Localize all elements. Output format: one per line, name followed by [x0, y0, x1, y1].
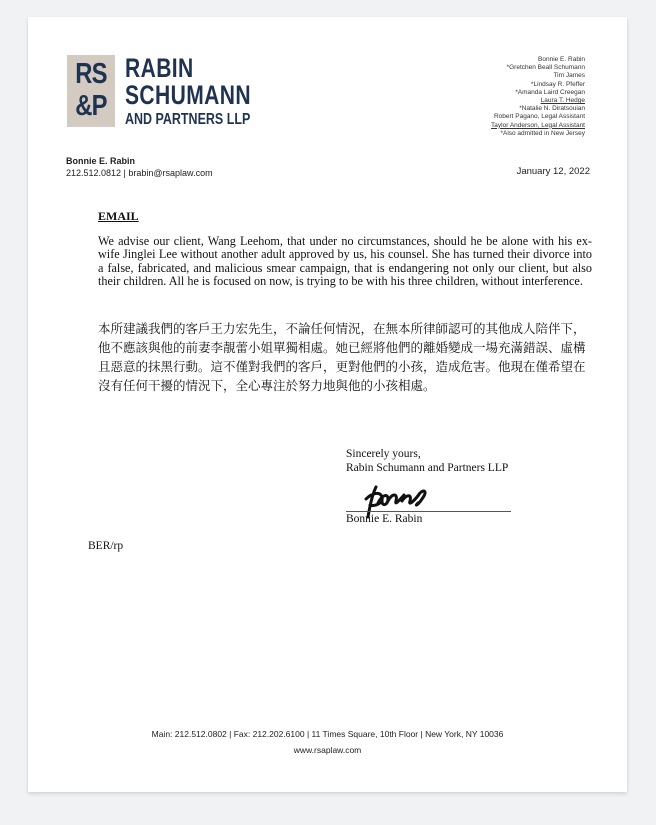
logo-monogram-line-2: &P	[75, 90, 107, 122]
closing-firm: Rabin Schumann and Partners LLP	[346, 462, 509, 474]
staff-item: Bonnie E. Rabin	[538, 56, 585, 63]
letter-heading: EMAIL	[98, 209, 139, 223]
staff-item: *Lindsay R. Pfeffer	[530, 80, 585, 88]
firm-name-line-1: RABIN	[125, 53, 194, 83]
staff-item: Robert Pagano, Legal Assistant	[493, 113, 585, 121]
staff-item: Taylor Anderson, Legal Assistant	[491, 121, 585, 129]
body-paragraph-chinese: 本所建議我們的客戶王力宏先生，不論任何情況，在無本所律師認可的其他成人陪伴下，他不應該與他的前妻李靚蕾小姐單獨相處。她已經將他們的離婚變成一場充滿錯誤、虛構且惡意的抹黑行動。這不僅對我們的客戶，更對他們的小孩，造成危害。他現在僅希望在沒有任何干擾的情況下，全心專注於努力地與他的小孩相處。	[98, 321, 586, 393]
closing-salutation: Sincerely yours,	[346, 448, 421, 460]
staff-item: *Amanda Laird Creegan	[515, 88, 585, 96]
footer-contact-line: Main: 212.512.0802 | Fax: 212.202.6100 | 11 Times Square, 10th Floor | New York, NY 10036	[151, 729, 504, 739]
signature-line	[346, 511, 511, 512]
closing-block	[346, 447, 508, 475]
staff-item: *Natalie N. Diratsouian	[519, 105, 585, 113]
logo-monogram-line-1: RS	[75, 58, 107, 90]
sender-name: Bonnie E. Rabin	[66, 156, 136, 166]
letter-footer	[28, 726, 627, 758]
letter-date: January 12, 2022	[516, 166, 590, 177]
firm-name-logo	[125, 55, 287, 129]
signer-name: Bonnie E. Rabin	[346, 513, 423, 525]
firm-logo-monogram	[67, 55, 115, 127]
staff-list	[491, 56, 585, 138]
staff-item: Tim James	[553, 72, 585, 80]
footer-website: www.rsaplaw.com	[293, 745, 362, 755]
sender-block	[66, 155, 213, 179]
staff-item: Laura T. Hedge	[540, 97, 585, 105]
letter-page	[28, 17, 627, 792]
staff-item: *Also admitted in New Jersey	[500, 129, 585, 137]
firm-name-suffix: AND PARTNERS LLP	[125, 111, 251, 128]
staff-item: *Gretchen Beall Schumann	[506, 64, 585, 72]
body-paragraph-english: We advise our client, Wang Leehom, that under no circumstances, should he be alone with his ex-wife Jinglei Lee without another adult approved by us, his counsel. She has turned their divorce into a false, fabricated, and malicious smear campaign, that is endangering not only our client, but also their children. All he is focused on now, is trying to be with his three children, without interference.	[98, 234, 592, 289]
reference-initials: BER/rp	[88, 540, 124, 552]
sender-contact: 212.512.0812 | brabin@rsaplaw.com	[66, 168, 213, 178]
firm-name-line-2: SCHUMANN	[125, 80, 251, 110]
